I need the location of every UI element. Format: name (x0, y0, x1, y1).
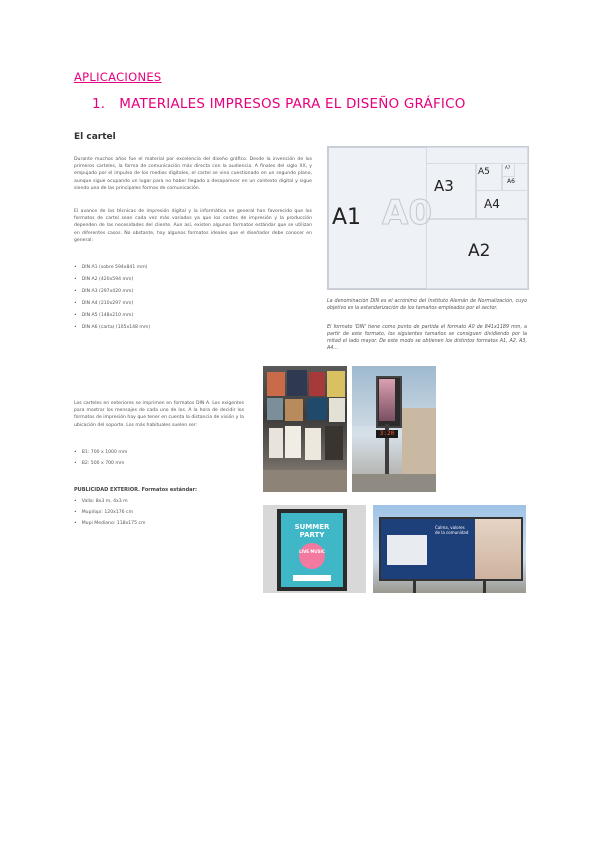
list-item: • DIN A6 (carta) (105x148 mm) (74, 322, 274, 334)
street-posters-photo (263, 366, 347, 492)
billboard-text: Calma, valores de la comunidad (435, 525, 469, 535)
list-item: • DIN A1 (sobre 594x841 mm) (74, 262, 274, 274)
label-a6: A6 (507, 178, 515, 185)
din-caption-1: La denominación DIN es el acrónimo del Instituto Alemán de Normalización, cuyo objetivo es la estandarización de los tamaños empleados por el sector. (327, 299, 527, 311)
cartel-paragraph-2: El avance de las técnicas de impresión digital y la informática en general han favorecido que los formatos de cartel sean cada vez más variados ya que los costes de impresión y la producción dependen de las necesidades del cliente. Aun así, existen algunos formatos estándar que se utilizan en diferentes casos. No obstante, hay algunos formatos ideales que el diseñador debe conocer en general: (74, 209, 312, 243)
publicidad-format-list (74, 496, 146, 529)
label-a0: A0 (382, 193, 432, 233)
list-item: • DIN A3 (297x420 mm) (74, 286, 274, 298)
list-item: • Valla: 8x3 m, 4x3 m (74, 496, 146, 507)
din-caption-2: El formato 'DIN' tiene como punto de partida el formato A0 de 841x1189 mm, a partir de este formato, los siguientes tamaños se consiguen dividiendo por la mitad el lado mayor. De este modo se obtienen los distintos formatos A1, A2, A3, A4... (327, 325, 527, 351)
publicidad-exterior-heading: PUBLICIDAD EXTERIOR. Formatos estándar: (74, 487, 198, 493)
list-item: • DIN A5 (148x210 mm) (74, 310, 274, 322)
chapter-title (92, 96, 466, 112)
list-item: • B1: 700 x 1000 mm (74, 447, 127, 458)
mupi-clock-photo: 3:20 (352, 366, 436, 492)
list-item: • DIN A2 (420x594 mm) (74, 274, 274, 286)
label-a2: A2 (468, 241, 491, 261)
label-a3: A3 (434, 177, 454, 195)
exterior-paragraph: Los carteles en exteriores se imprimen en formatos DIN A. Los exigentes para mostrar los mensajes de cada uno de los. A la hora de decidir los formatos de impresión hay que tener en cuenta la distancia de visión y la ubicación del soporte. Los más habituales suelen ser: (74, 401, 244, 428)
list-item: • DIN A4 (210x297 mm) (74, 298, 274, 310)
label-a5: A5 (478, 167, 490, 177)
din-format-list (74, 262, 274, 334)
list-item: • Mupi Mediano: 118x175 cm (74, 518, 146, 529)
billboard-photo (373, 505, 526, 593)
label-a7: A7 (505, 165, 511, 170)
section-title: APLICACIONES (74, 70, 162, 84)
din-paper-size-diagram (327, 146, 529, 290)
cartel-heading: El cartel (74, 132, 116, 142)
mupi-event-title: SUMMER PARTY (294, 523, 330, 539)
chapter-number: 1. (92, 96, 106, 112)
chapter-title-text: MATERIALES IMPRESOS PARA EL DISEÑO GRÁFICO (119, 96, 466, 112)
label-a1: A1 (332, 205, 362, 230)
b-size-list (74, 447, 127, 469)
list-item: • B2: 500 x 700 mm (74, 458, 127, 469)
label-a4: A4 (484, 197, 500, 211)
cartel-paragraph-1: Durante muchos años fue el material por excelencia del diseño gráfico. Desde la invención de los primeros carteles, la forma de comunicación más directa con la audiencia. A finales del siglo XX, y empujado por el impulso de los medios digitales, el cartel se vino cuestionado en un segundo plano, aunque sigue ocupando un lugar para no haber llegado a desaparecer en un contexto digital y sigue siendo una de las principales formas de comunicación. (74, 157, 312, 191)
mupi-event-sub: LIVE MUSIC (299, 549, 325, 554)
mupi-summer-party-photo (263, 505, 366, 593)
list-item: • Mupi/opi: 120x176 cm (74, 507, 146, 518)
